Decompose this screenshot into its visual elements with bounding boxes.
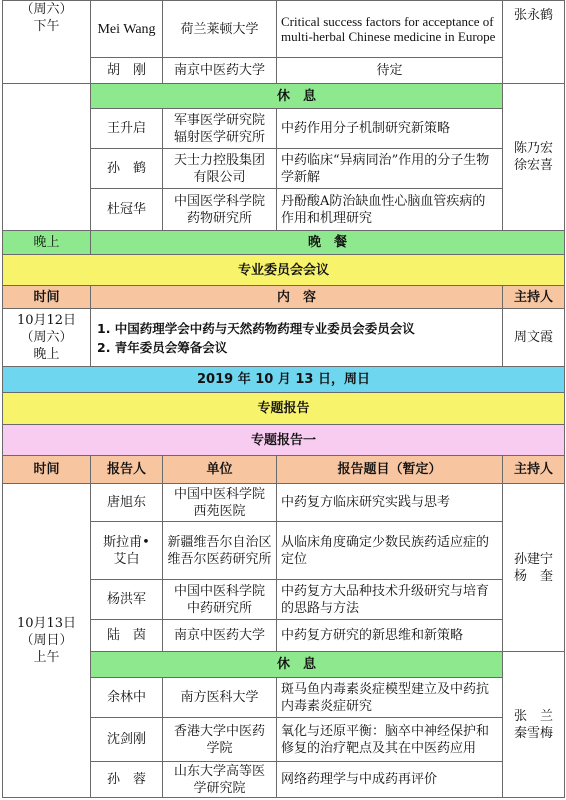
committee-item: 1. 中国药理学会中药与天然药物药理专业委员会委员会议 <box>97 320 415 336</box>
col-speaker: 报告人 <box>91 456 163 484</box>
topic-cell: 中药复方大品种技术升级研究与培育的思路与方法 <box>277 580 503 620</box>
host-cell: 张 兰 秦雪梅 <box>503 652 565 798</box>
speaker-cell: 孙 鹤 <box>91 149 163 189</box>
col-time: 时间 <box>3 286 91 309</box>
time-cell: （周六） 下午 <box>3 1 91 84</box>
dinner-label: 晚 餐 <box>91 231 565 255</box>
section-header-row <box>3 393 565 425</box>
column-header-row <box>3 286 565 309</box>
speaker-cell: 杨洪军 <box>91 580 163 620</box>
topic-cell: 中药作用分子机制研究新策略 <box>277 109 503 149</box>
schedule-table <box>2 0 565 798</box>
topic-cell: 待定 <box>277 58 503 84</box>
unit-cell: 山东大学高等医 学研究院 <box>163 762 277 798</box>
speaker-cell: 唐旭东 <box>91 484 163 522</box>
host-cell: 陈乃宏 徐宏喜 <box>503 84 565 231</box>
committee-item: 2. 青年委员会筹备会议 <box>97 339 228 355</box>
col-topic: 报告题目（暂定） <box>277 456 503 484</box>
topic-cell: 中药复方研究的新思维和新策略 <box>277 620 503 652</box>
speaker-cell: 陆 茵 <box>91 620 163 652</box>
unit-cell: 荷兰莱顿大学 <box>163 1 277 58</box>
speaker-cell: 胡 刚 <box>91 58 163 84</box>
break-row: 休 息 <box>91 84 503 109</box>
unit-cell: 中国中医科学院 西苑医院 <box>163 484 277 522</box>
section-header-row <box>3 425 565 456</box>
unit-cell: 南方医科大学 <box>163 678 277 718</box>
speaker-cell: 沈剑刚 <box>91 718 163 762</box>
col-time: 时间 <box>3 456 91 484</box>
unit-cell: 中国医学科学院 药物研究所 <box>163 189 277 231</box>
topic-cell: 中药临床“异病同治”作用的分子生物学新解 <box>277 149 503 189</box>
topic-cell: Critical success factors for acceptance of multi-herbal Chinese medicine in Europe <box>277 1 503 58</box>
break-row: 休 息 <box>91 652 503 678</box>
host-cell: 张永鹤 <box>503 1 565 84</box>
topic-cell: 丹酚酸A防治缺血性心脑血管疾病的作用和机理研究 <box>277 189 503 231</box>
unit-cell: 中国中医科学院 中药研究所 <box>163 580 277 620</box>
topic-cell: 网络药理学与中成药再评价 <box>277 762 503 798</box>
topic-cell: 中药复方临床研究实践与思考 <box>277 484 503 522</box>
special-report-title: 专题报告 <box>3 393 565 425</box>
day-header: 2019 年 10 月 13 日，周日 <box>3 367 565 393</box>
topic-cell: 斑马鱼内毒素炎症模型建立及中药抗内毒素炎症研究 <box>277 678 503 718</box>
committee-title: 专业委员会会议 <box>3 255 565 286</box>
speaker-cell: 王升启 <box>91 109 163 149</box>
table-row <box>3 309 565 367</box>
unit-cell: 军事医学研究院 辐射医学研究所 <box>163 109 277 149</box>
col-host: 主持人 <box>503 456 565 484</box>
unit-cell: 香港大学中医药 学院 <box>163 718 277 762</box>
time-cell-empty <box>3 84 91 231</box>
column-header-row <box>3 456 565 484</box>
section-header-row <box>3 255 565 286</box>
content-cell <box>91 309 503 367</box>
unit-cell: 南京中医药大学 <box>163 620 277 652</box>
speaker-cell: 孙 蓉 <box>91 762 163 798</box>
time-cell: 10月12日 （周六） 晚上 <box>3 309 91 367</box>
host-cell: 周文霞 <box>503 309 565 367</box>
dinner-row <box>3 231 565 255</box>
table-row <box>3 1 565 58</box>
speaker-cell: Mei Wang <box>91 1 163 58</box>
col-unit: 单位 <box>163 456 277 484</box>
table-row <box>3 484 565 522</box>
day-header-row <box>3 367 565 393</box>
time-cell: 10月13日 （周日） 上午 <box>3 484 91 798</box>
table-row <box>3 84 565 109</box>
report-one-title: 专题报告一 <box>3 425 565 456</box>
host-cell: 孙建宁 杨 奎 <box>503 484 565 652</box>
col-host: 主持人 <box>503 286 565 309</box>
unit-cell: 天士力控股集团 有限公司 <box>163 149 277 189</box>
col-content: 内 容 <box>91 286 503 309</box>
topic-cell: 从临床角度确定少数民族药适应症的定位 <box>277 522 503 580</box>
unit-cell: 南京中医药大学 <box>163 58 277 84</box>
speaker-cell: 斯拉甫• 艾白 <box>91 522 163 580</box>
speaker-cell: 余林中 <box>91 678 163 718</box>
schedule-document <box>2 0 564 798</box>
speaker-cell: 杜冠华 <box>91 189 163 231</box>
evening-label: 晚上 <box>3 231 91 255</box>
topic-cell: 氧化与还原平衡：脑卒中神经保护和修复的治疗靶点及其在中医药应用 <box>277 718 503 762</box>
unit-cell: 新疆维吾尔自治区维吾尔医药研究所 <box>163 522 277 580</box>
